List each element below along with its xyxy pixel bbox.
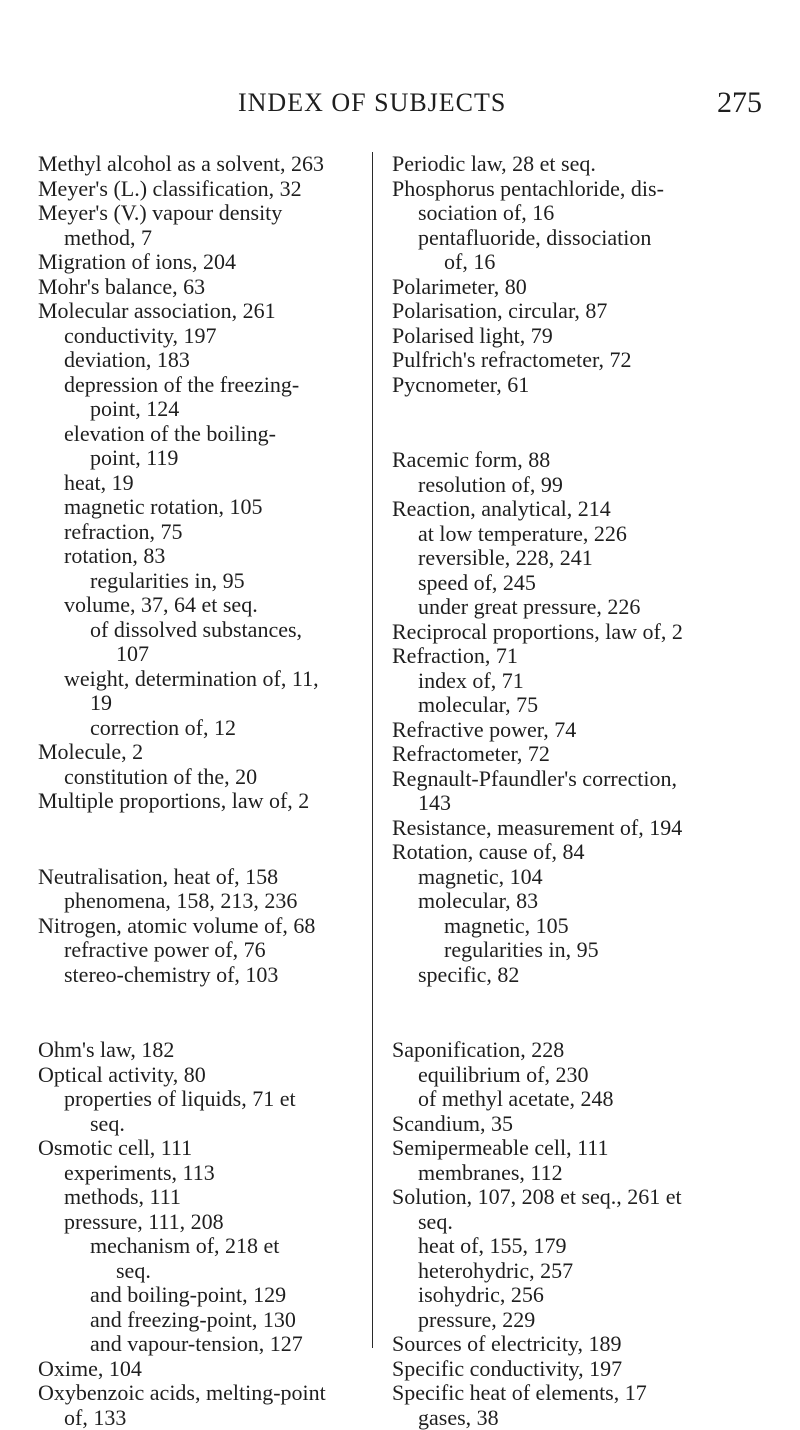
index-entry: Multiple proportions, law of, 2	[38, 789, 378, 814]
index-entry: regularities in, 95	[392, 938, 737, 963]
index-entry-continuation: method, 7	[38, 226, 378, 251]
index-entry: Racemic form, 88	[392, 448, 737, 473]
index-entry-continuation: of, 16	[392, 250, 737, 275]
index-entry: pressure, 229	[392, 1308, 737, 1333]
index-entry: molecular, 83	[392, 889, 737, 914]
index-entry-continuation: sociation of, 16	[392, 201, 737, 226]
index-entry: Oxime, 104	[38, 1357, 378, 1382]
index-entry: weight, determination of, 11,	[38, 667, 378, 692]
index-entry: magnetic, 104	[392, 865, 737, 890]
index-entry: Specific heat of elements, 17	[392, 1381, 737, 1406]
index-entry: isohydric, 256	[392, 1283, 737, 1308]
index-column-left	[38, 152, 378, 1430]
index-entry: properties of liquids, 71 et	[38, 1087, 378, 1112]
index-entry: Refractive power, 74	[392, 718, 737, 743]
index-entry-continuation: 19	[38, 691, 378, 716]
index-entry: membranes, 112	[392, 1161, 737, 1186]
index-entry: Polarisation, circular, 87	[392, 299, 737, 324]
index-entry: phenomena, 158, 213, 236	[38, 889, 378, 914]
index-entry: magnetic rotation, 105	[38, 495, 378, 520]
index-entry-continuation: seq.	[38, 1259, 378, 1284]
index-entry: gases, 38	[392, 1406, 737, 1430]
index-entry: refractive power of, 76	[38, 938, 378, 963]
index-entry: speed of, 245	[392, 571, 737, 596]
index-entry: Periodic law, 28 et seq.	[392, 152, 737, 177]
index-entry: reversible, 228, 241	[392, 546, 737, 571]
index-entry: under great pressure, 226	[392, 595, 737, 620]
index-entry-continuation: point, 119	[38, 446, 378, 471]
index-entry: Specific conductivity, 197	[392, 1357, 737, 1382]
index-entry: Saponification, 228	[392, 1038, 737, 1063]
index-entry: Migration of ions, 204	[38, 250, 378, 275]
index-entry: resolution of, 99	[392, 473, 737, 498]
index-entry: pressure, 111, 208	[38, 1210, 378, 1235]
index-entry: index of, 71	[392, 669, 737, 694]
page-header	[0, 86, 800, 134]
index-entry: heterohydric, 257	[392, 1259, 737, 1284]
index-entry: regularities in, 95	[38, 569, 378, 594]
index-entry: of dissolved substances,	[38, 618, 378, 643]
index-entry: Oxybenzoic acids, melting-point	[38, 1381, 378, 1406]
index-entry-continuation: seq.	[38, 1112, 378, 1137]
index-entry: Meyer's (V.) vapour density	[38, 201, 378, 226]
index-entry: depression of the freezing-	[38, 373, 378, 398]
index-entry: Polarised light, 79	[392, 324, 737, 349]
index-entry: Semipermeable cell, 111	[392, 1136, 737, 1161]
index-entry: Polarimeter, 80	[392, 275, 737, 300]
index-letter-group	[392, 448, 737, 987]
index-entry: Osmotic cell, 111	[38, 1136, 378, 1161]
index-entry-continuation: point, 124	[38, 397, 378, 422]
index-entry: constitution of the, 20	[38, 765, 378, 790]
index-entry: at low temperature, 226	[392, 522, 737, 547]
index-entry: heat of, 155, 179	[392, 1234, 737, 1259]
index-entry: refraction, 75	[38, 520, 378, 545]
index-entry: Nitrogen, atomic volume of, 68	[38, 914, 378, 939]
index-entry: volume, 37, 64 et seq.	[38, 593, 378, 618]
index-entry: Pulfrich's refractometer, 72	[392, 348, 737, 373]
index-entry: Molecular association, 261	[38, 299, 378, 324]
index-entry: equilibrium of, 230	[392, 1063, 737, 1088]
index-entry: stereo-chemistry of, 103	[38, 963, 378, 988]
index-letter-group	[38, 1038, 378, 1430]
index-entry: Regnault-Pfaundler's correction,	[392, 767, 737, 792]
index-column-right	[392, 152, 737, 1430]
index-entry: correction of, 12	[38, 716, 378, 741]
index-entry: deviation, 183	[38, 348, 378, 373]
index-entry: and vapour-tension, 127	[38, 1332, 378, 1357]
index-entry-continuation: 107	[38, 642, 378, 667]
index-entry: Reaction, analytical, 214	[392, 497, 737, 522]
column-divider	[372, 152, 373, 1348]
index-letter-group	[38, 152, 378, 814]
index-entry: Mohr's balance, 63	[38, 275, 378, 300]
index-entry: Sources of electricity, 189	[392, 1332, 737, 1357]
index-entry: experiments, 113	[38, 1161, 378, 1186]
index-entry: Rotation, cause of, 84	[392, 840, 737, 865]
index-entry: Methyl alcohol as a solvent, 263	[38, 152, 378, 177]
index-entry: elevation of the boiling-	[38, 422, 378, 447]
index-entry: specific, 82	[392, 963, 737, 988]
index-entry: pentafluoride, dissociation	[392, 226, 737, 251]
index-entry: Scandium, 35	[392, 1112, 737, 1137]
index-entry: methods, 111	[38, 1185, 378, 1210]
index-entry: and boiling-point, 129	[38, 1283, 378, 1308]
index-letter-group	[38, 865, 378, 988]
index-entry: conductivity, 197	[38, 324, 378, 349]
index-entry: Refractometer, 72	[392, 742, 737, 767]
index-entry: rotation, 83	[38, 544, 378, 569]
index-entry: Reciprocal proportions, law of, 2	[392, 620, 737, 645]
index-entry: magnetic, 105	[392, 914, 737, 939]
index-entry-continuation: 143	[392, 791, 737, 816]
index-entry: Molecule, 2	[38, 740, 378, 765]
page-title: INDEX OF SUBJECTS	[238, 88, 506, 118]
index-entry-continuation: of, 133	[38, 1406, 378, 1430]
index-entry: mechanism of, 218 et	[38, 1234, 378, 1259]
index-entry: Pycnometer, 61	[392, 373, 737, 398]
index-entry: Phosphorus pentachloride, dis-	[392, 177, 737, 202]
index-entry-continuation: seq.	[392, 1210, 737, 1235]
index-entry: of methyl acetate, 248	[392, 1087, 737, 1112]
index-entry: Meyer's (L.) classification, 32	[38, 177, 378, 202]
index-entry: Optical activity, 80	[38, 1063, 378, 1088]
page-number: 275	[717, 86, 762, 120]
index-entry: Resistance, measurement of, 194	[392, 816, 737, 841]
index-entry: Ohm's law, 182	[38, 1038, 378, 1063]
index-entry: Refraction, 71	[392, 644, 737, 669]
index-entry: molecular, 75	[392, 693, 737, 718]
index-letter-group	[392, 152, 737, 397]
index-letter-group	[392, 1038, 737, 1430]
index-entry: Neutralisation, heat of, 158	[38, 865, 378, 890]
index-entry: Solution, 107, 208 et seq., 261 et	[392, 1185, 737, 1210]
index-entry: heat, 19	[38, 471, 378, 496]
index-entry: and freezing-point, 130	[38, 1308, 378, 1333]
